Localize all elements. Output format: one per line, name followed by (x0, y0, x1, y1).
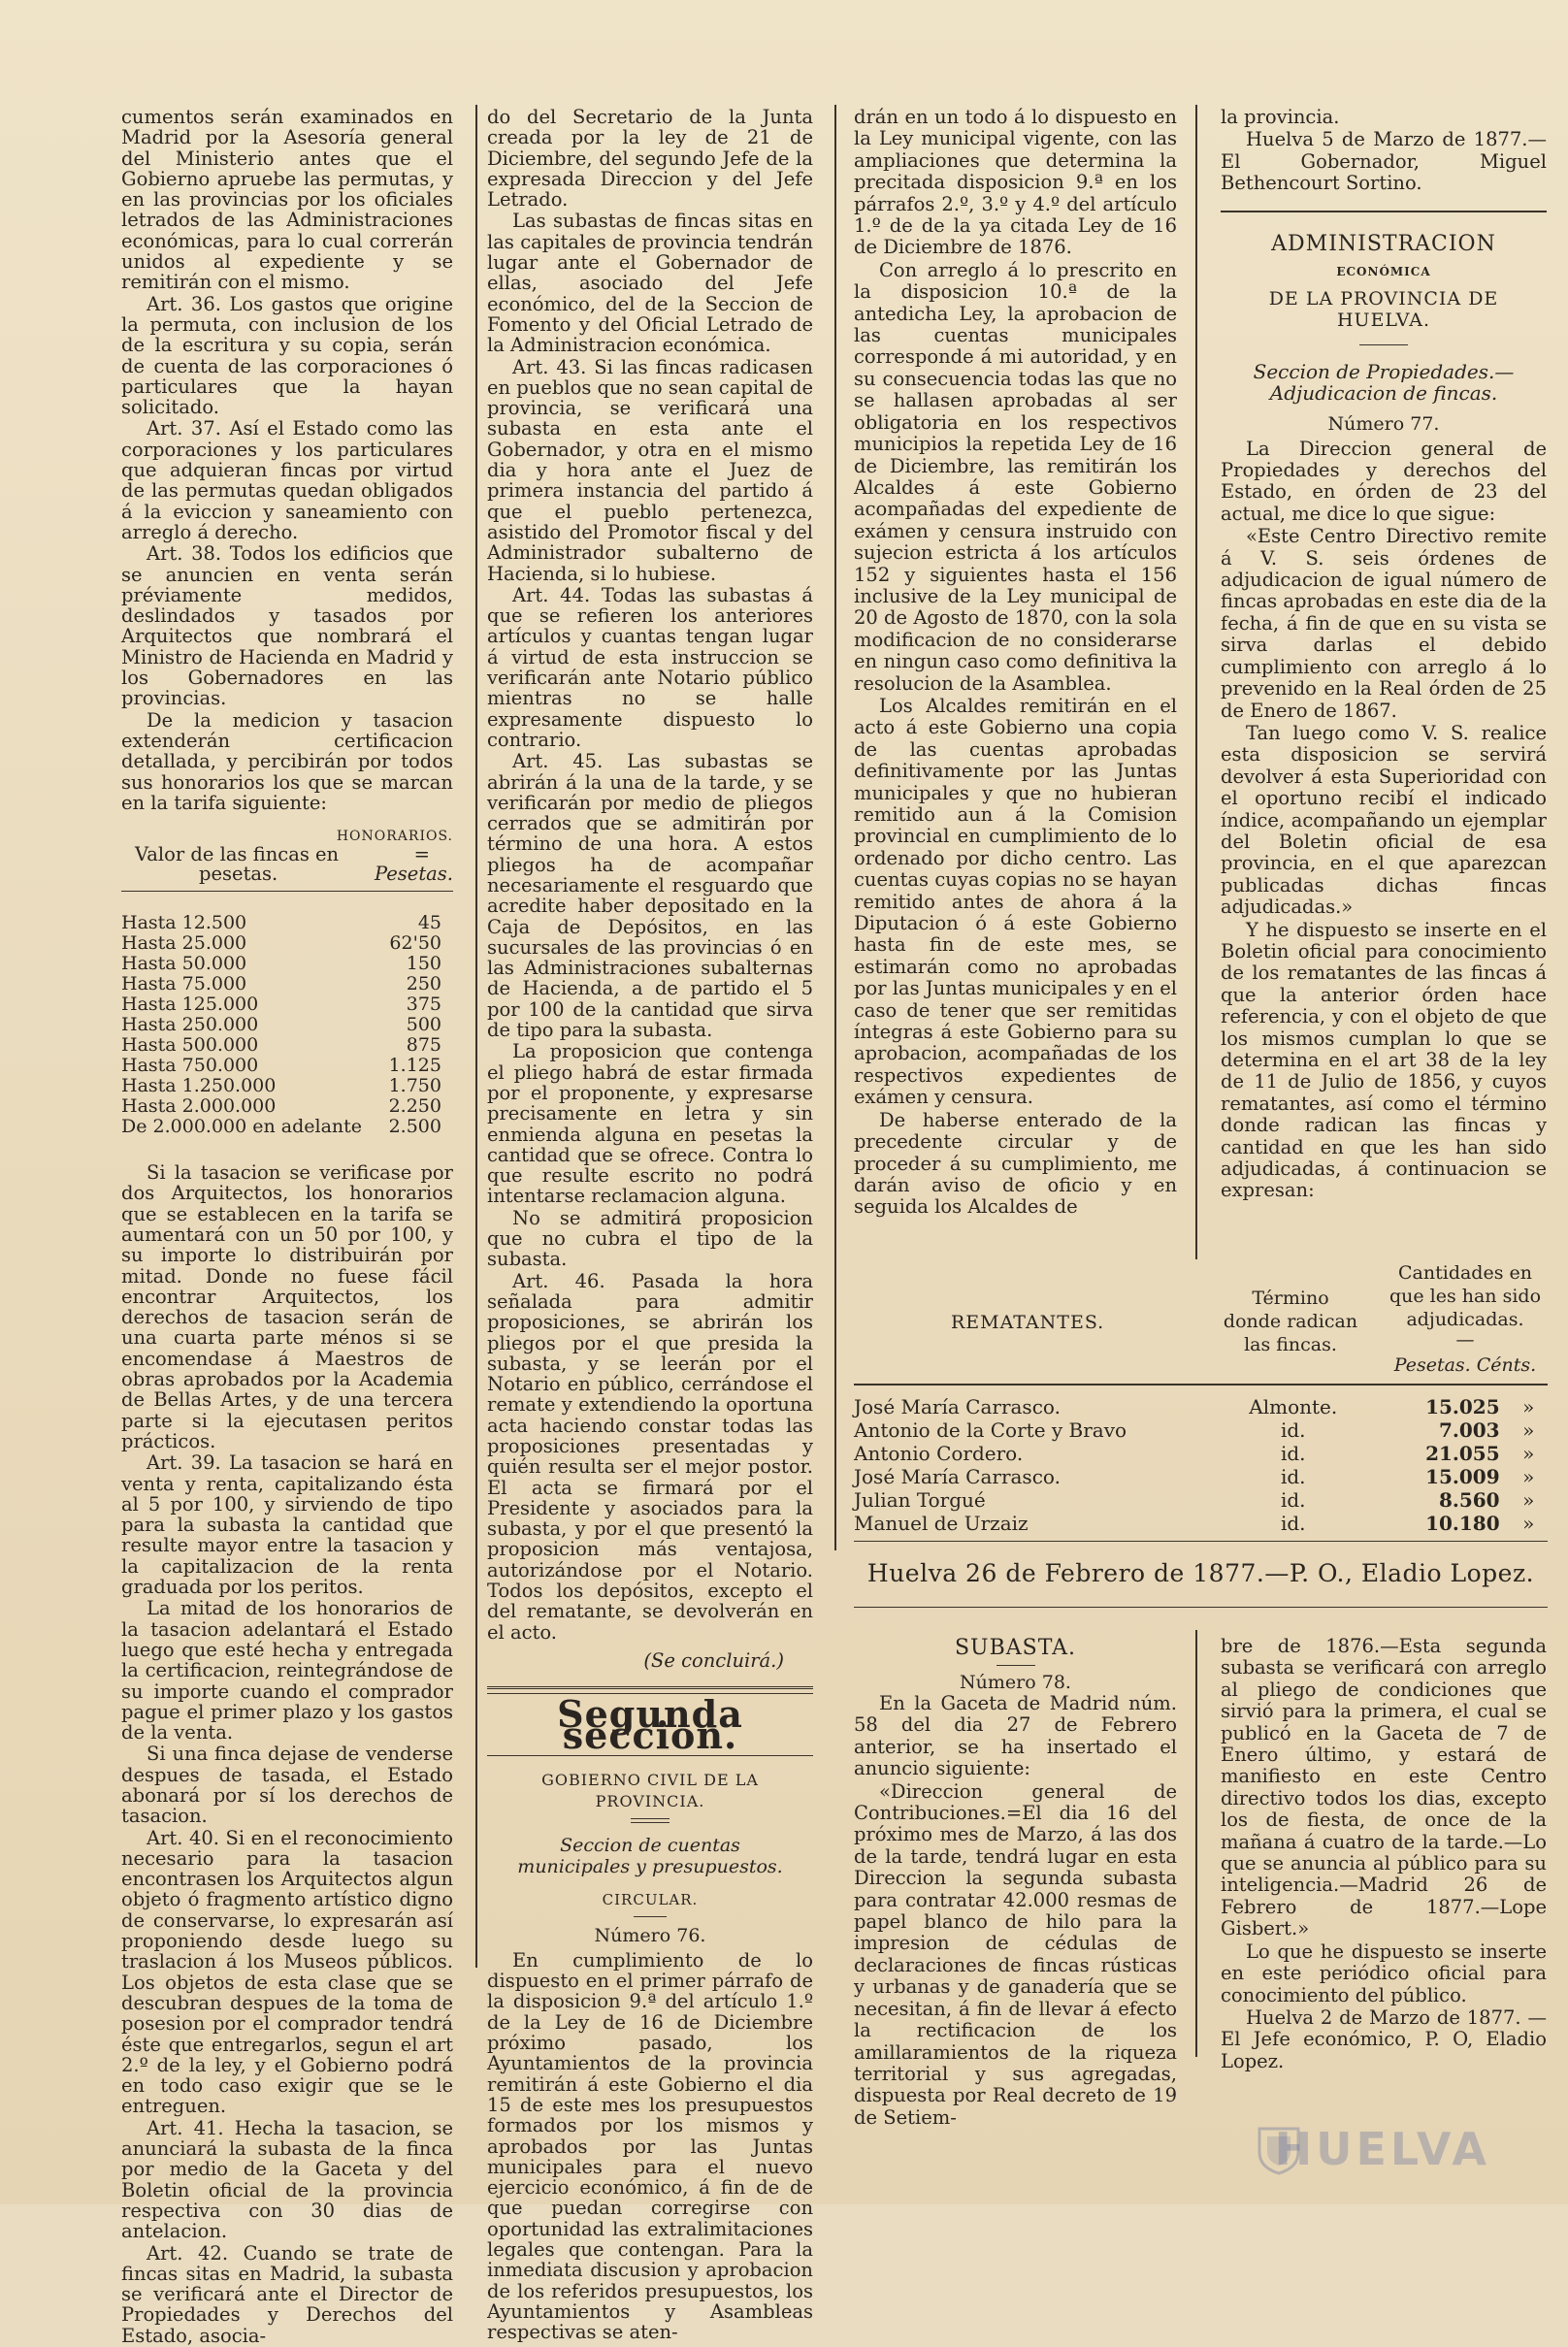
fee-table-rule (121, 891, 453, 892)
rematante-name: Antonio de la Corte y Bravo (854, 1418, 1127, 1442)
fee-row (121, 1096, 453, 1117)
short-rule (1359, 344, 1408, 345)
fee-label: Hasta 500.000 (121, 1034, 259, 1057)
rematante-mark: » (1522, 1512, 1535, 1535)
rematantes-signature: Huelva 26 de Febrero de 1877.—P. O., Eladio Lopez. (866, 1559, 1535, 1587)
rematante-amount: 10.180 (1425, 1512, 1500, 1535)
admin-title: ADMINISTRACION (1271, 231, 1496, 256)
header-rematantes: REMATANTES. (951, 1312, 1105, 1333)
fee-label: Hasta 750.000 (121, 1055, 259, 1077)
fee-row (121, 933, 453, 954)
paragraph: Tan luego como V. S. realice esta disposicion se servirá devolver á esta Superioridad con el oportuno recibí el indicado índice, acompañando un ejemplar del Boletin oficial de esa provincia, en el que aparezcan publicadas dichas fincas adjudicadas.» (1221, 721, 1547, 919)
fee-amount: 1.125 (388, 1055, 441, 1077)
column-2 (487, 107, 813, 2344)
rematante-name: Manuel de Urzaiz (854, 1512, 1029, 1535)
section-title: Segunda seccion. (557, 1692, 743, 1757)
short-rule (634, 1916, 667, 1917)
fee-amount: 1.750 (388, 1075, 441, 1097)
rematante-name: Antonio Cordero. (854, 1442, 1024, 1465)
paragraph: Art. 44. Todas las subastas á que se refieren los anteriores artículos y cuantas tengan lugar á virtud de esta instruccion se verificarán ante Notario público mientras no se halle expresamente dispuesto lo contrario. (487, 583, 813, 751)
header-dash: — (1455, 1329, 1475, 1351)
paragraph: Art. 37. Así el Estado como las corporaciones y los particulares que adquieran fincas por virtud de las permutas quedan obligados á la eviccion y saneamiento con arreglo á derecho. (121, 417, 453, 543)
rematantes-block (854, 1261, 1548, 1608)
header-termino: Término donde radican las fincas. (1223, 1288, 1358, 1355)
paragraph: bre de 1876.—Esta segunda subasta se verificará con arreglo al pliego de condiciones que sirvió para la primera, el cual se publicó en la Gaceta de 7 de Enero último, y estará de manifiesto en este Centro directivo todos los dias, excepto los de fiesta, de once de la mañana á cuatro de la tarde.—Lo que se anuncia al público para su inteligencia.—Madrid 26 de Febrero de 1877.—Lope Gisbert.» (1221, 1635, 1547, 1940)
header-units: Pesetas. Cénts. (1393, 1354, 1537, 1376)
rematante-place: id. (1280, 1488, 1306, 1512)
paragraph: En la Gaceta de Madrid núm. 58 del dia 27 de Febrero anterior, se ha insertado el anuncio siguiente: (854, 1692, 1177, 1780)
se-concluira: (Se concluirá.) (643, 1648, 784, 1672)
column-rule-1 (475, 105, 477, 1968)
column-4 (1221, 107, 1547, 1203)
paragraph: do del Secretario de la Junta creada por la ley de 21 de Diciembre, del segundo Jefe de la expresada Direccion y del Jefe Letrado. (487, 106, 813, 212)
rematante-amount: 21.055 (1425, 1442, 1500, 1465)
fee-table (121, 913, 453, 1137)
paragraph: Y he dispuesto se inserte en el Boletin oficial para conocimiento de los rematantes de las fincas á que la anterior órden hace referencia, y con el objeto de que los mismos cumplan lo que se determina en el art 38 de la ley de 11 de Julio de 1856, y cuyos rematantes, así como el término donde radican las fincas y cantidad en que les han sido adjudicadas, á continuacion se expresan: (1221, 918, 1547, 1202)
paragraph: Lo que he dispuesto se inserte en este periódico oficial para conocimiento del público. (1221, 1940, 1547, 2006)
fee-row (121, 974, 453, 994)
fee-row (121, 1117, 453, 1137)
numero-77: Número 77. (1327, 412, 1440, 435)
fee-label: Hasta 12.500 (121, 912, 247, 934)
fee-amount: 375 (406, 994, 441, 1016)
subsection-heading: Seccion de cuentas municipales y presupuestos. (517, 1834, 783, 1877)
fee-label: Hasta 2.000.000 (121, 1095, 277, 1118)
rematante-place: id. (1280, 1442, 1306, 1465)
rematantes-header (854, 1261, 1548, 1378)
short-rule (996, 1665, 1035, 1666)
fee-amount: 250 (406, 973, 441, 995)
paragraph: Con arreglo á lo prescrito en la disposicion 10.ª de la antedicha Ley, la aprobacion de las cuentas municipales corresponde á mi autoridad, y en su consecuencia todas las que no se hallasen aprobadas al ser obligatoria en los respectivos municipios la repetida Ley de 16 de Diciembre, las remitirán los Alcaldes á este Gobierno acompañadas del expediente de exámen y censura instruido con sujecion estricta á los artículos 152 y siguientes hasta el 156 inclusive de la Ley municipal de 20 de Agosto de 1870, con la sola modificacion de no considerarse en ningun caso como definitiva la resolucion de la Asamblea. (854, 258, 1177, 695)
fee-header-honorarios: HONORARIOS. (336, 829, 453, 845)
rematante-amount: 7.003 (1438, 1418, 1500, 1442)
fee-row (121, 994, 453, 1015)
rematante-place: id. (1280, 1465, 1306, 1488)
paragraph: Art. 38. Todos los edificios que se anuncien en venta serán préviamente medidos, deslindados y tasados por Arquitectos que nombrará el Ministro de Hacienda en Madrid y los Gobernadores en las provincias. (121, 542, 453, 710)
seccion-propiedades: Seccion de Propiedades.—Adjudicacion de fincas. (1253, 359, 1515, 405)
fee-amount: 875 (406, 1034, 441, 1057)
fee-header-valor: Valor de las fincas en (135, 843, 340, 866)
signature-rule (854, 1607, 1548, 1608)
paragraph: Art. 40. Si en el reconocimiento necesario para la tasacion encontrasen los Arquitectos algun objeto ó fragmento artístico digno de conservarse, lo expresarán así proponiendo desde luego su traslacion á los Museos públicos. Los objetos de esta clase que se descubran despues de la toma de posesion por el comprador tendrá éste que entregarlos, segun el art 2.º de la ley, y el Gobierno podrá en todo caso exigir que se le entreguen. (121, 1826, 453, 2118)
fee-amount: 45 (417, 912, 441, 934)
paragraph: Art. 39. La tasacion se hará en venta y renta, capitalizando ésta al 5 por 100, y sirviendo de tipo para la subasta la cantidad que resulte mayor entre la tasacion y la capitalizacion de la renta graduada por los peritos. (121, 1451, 453, 1599)
gobierno-heading: GOBIERNO CIVIL DE LA PROVINCIA. (541, 1770, 759, 1810)
paragraph: No se admitirá proposicion que no cubra el tipo de la subasta. (487, 1206, 813, 1271)
rematante-name: Julian Torgué (854, 1488, 986, 1512)
paragraph: Las subastas de fincas sitas en las capitales de provincia tendrán lugar ante el Gobernador de ellas, asociado del Jefe económico, del de la Seccion de Fomento y del Oficial Letrado de la Administracion económica. (487, 210, 813, 357)
fee-header-eq: = (413, 843, 430, 866)
column-rule-4 (1195, 1630, 1197, 2057)
paragraph: drán en un todo á lo dispuesto en la Ley municipal vigente, con las ampliaciones que determina la precitada disposicion 9.ª en los párrafos 2.º, 3.º y 4.º del artículo 1.º de de la ya citada Ley de 16 de Diciembre de 1876. (854, 106, 1177, 259)
paragraph: la provincia. (1221, 106, 1340, 128)
subasta-column-a (854, 1638, 1177, 2130)
header-cantidades: Cantidades en que les han sido adjudicadas. (1388, 1262, 1542, 1330)
fee-row (121, 1015, 453, 1035)
rematante-place: id. (1280, 1418, 1306, 1442)
paragraph: Huelva 2 de Marzo de 1877. —El Jefe económico, P. O, Eladio Lopez. (1221, 2005, 1547, 2072)
rematante-mark: » (1522, 1395, 1535, 1418)
numero-78: Número 78. (960, 1672, 1071, 1693)
subasta-title: SUBASTA. (954, 1636, 1077, 1660)
fee-label: Hasta 125.000 (121, 994, 259, 1016)
section-rule (1221, 211, 1547, 212)
fee-label: Hasta 75.000 (121, 973, 247, 995)
column-rule-3 (1195, 105, 1197, 1259)
rematante-mark: » (1522, 1465, 1535, 1488)
rematante-mark: » (1522, 1488, 1535, 1512)
paragraph: Art. 36. Los gastos que origine la permuta, con inclusion de los de la escritura y su copia, serán de cuenta de las corporaciones ó particulares que la hayan solicitado. (121, 292, 453, 419)
fee-label: De 2.000.000 en adelante (121, 1116, 363, 1138)
paragraph: De haberse enterado de la precedente circular y de proceder á su cumplimiento, me darán aviso de oficio y en seguida los Alcaldes de (854, 1108, 1177, 1219)
fee-table-header (121, 827, 453, 885)
paragraph: Art. 43. Si las fincas radicasen en pueblos que no sean capital de provincia, se verificará una subasta en esta ante el Gobernador, y otra en el mismo dia y hora ante el Juez de primera instancia del partido á que el pueblo pertenezca, asistido del Promotor fiscal y del Administrador subalterno de Hacienda, si lo hubiese. (487, 355, 813, 585)
paragraph: Los Alcaldes remitirán en el acto á este Gobierno una copia de las cuentas aprobadas definitivamente por las Juntas municipales y que no hubieran remitido aun á la Comision provincial en cumplimiento de lo ordenado por dicho centro. Las cuentas cuyas copias no se hayan remitido antes de ahora á la Diputacion ó á este Gobierno hasta fin de este mes, se estimarán como no aprobadas por las Juntas municipales y en el caso de tener que ser remitidas íntegras á este Gobierno para su aprobacion, acompañadas de los respectivos expedientes de exámen y censura. (854, 694, 1177, 1109)
fee-label: Hasta 250.000 (121, 1014, 259, 1036)
paragraph: En cumplimiento de lo dispuesto en el primer párrafo de la disposicion 9.ª del artículo 1.º de la Ley de 16 de Diciembre próximo pasado, los Ayuntamientos de la provincia remitirán á este Gobierno el dia 15 de este mes los presupuestos formados por los mismos y aprobados por las Juntas municipales para el nuevo ejercicio económico, á fin de de que puedan corregirse con oportunidad las extralimitaciones legales que contengan. Para la inmediata discusion y aprobacion de los referidos presupuestos, los Ayuntamientos y Asambleas respectivas se aten- (487, 1948, 813, 2344)
fee-amount: 2.250 (388, 1095, 441, 1118)
rematante-row (854, 1512, 1548, 1535)
fee-row (121, 913, 453, 933)
fee-header-pesetas2: Pesetas. (375, 863, 453, 886)
paragraph: Art. 46. Pasada la hora señalada para admitir proposiciones, se abrirán los pliegos por el que presida la subasta, y se leerán por el Notario en público, cerrándose el remate y extendiendo la oportuna acta haciendo constar todas las proposiciones presentadas y quién resulta ser el mejor postor. El acta se firmará por el Presidente y asociados para la subasta, y por el que presentó la proposicion más ventajosa, autorizándose por el Notario. Todos los depósitos, excepto el del rematante, se devolverán en el acto. (487, 1269, 813, 1644)
rematante-row (854, 1418, 1548, 1442)
paragraph: Si una finca dejase de venderse despues de tasada, el Estado abonará por sí los derechos de tasacion. (121, 1743, 453, 1828)
fee-amount: 150 (406, 953, 441, 975)
paragraph: «Direccion general de Contribuciones.=El dia 16 del próximo mes de Marzo, á las dos de la tarde, tendrá lugar en esta Direccion la segunda subasta para contratar 42.000 resmas de papel blanco de hilo para la impresion de cédulas de declaraciones de fincas rústicas y urbanas y de ganadería que se necesitan, á fin de llevar á efecto la rectificacion de los amillaramientos de la riqueza territorial y sus agregadas, dispuesta por Real decreto de 19 de Setiem- (854, 1779, 1177, 2129)
rematantes-rule (854, 1384, 1548, 1385)
paragraph: De la medicion y tasacion extenderán certificacion detallada, y percibirán por todos sus honorarios los que se marcan en la tarifa siguiente: (121, 708, 453, 814)
paragraph: Art. 42. Cuando se trate de fincas sitas en Madrid, la subasta se verificará ante el Director de Propiedades y Derechos del Estado, asocia- (121, 2241, 453, 2347)
paragraph: «Este Centro Directivo remite á V. S. seis órdenes de adjudicacion de igual número de fincas aprobadas en este dia de la fecha, á fin de que en su vista se sirva darlas el debido cumplimiento con arreglo á lo prevenido en la Real órden de 25 de Enero de 1867. (1221, 525, 1547, 722)
circular-heading: CIRCULAR. (602, 1890, 699, 1908)
rematante-amount: 15.009 (1425, 1465, 1500, 1488)
fee-row (121, 954, 453, 974)
column-1 (121, 107, 453, 2347)
fee-header-pesetas: pesetas. (199, 863, 278, 886)
rematante-name: José María Carrasco. (854, 1395, 1061, 1418)
paragraph: Si la tasacion se verificase por dos Arquitectos, los honorarios que se establecen en la tarifa se aumentará con un 50 por 100, y su importe lo distribuirán por mitad. Donde no fuese fácil encontrar Arquitectos, los derechos de tasacion serán de una cuarta parte ménos si se encomendase á Maestros de obras aprobados por la Academia de Bellas Artes, y de una tercera parte si la ejecutasen peritos prácticos. (121, 1161, 453, 1452)
numero-76: Número 76. (594, 1924, 706, 1946)
rematantes-rule-bottom (854, 1541, 1548, 1542)
rematantes-table (854, 1395, 1548, 1535)
admin-subtitle: ECONÓMICA (1336, 264, 1431, 278)
fee-label: Hasta 1.250.000 (121, 1075, 277, 1097)
paragraph: Art. 45. Las subastas se abrirán á la una de la tarde, y se verificarán por medio de pliegos cerrados que se admitirán por término de una hora. A estos pliegos ha de acompañar necesariamente el resguardo que acredite haber depositado en la Caja de Depósitos, en las sucursales de las provincias ó en las Administraciones subalternas de Hacienda, a de partido el 5 por 100 de la cantidad que sirva de tipo para la subasta. (487, 750, 813, 1042)
paragraph: La Direccion general de Propiedades y derechos del Estado, en órden de 23 del actual, me dice lo que sigue: (1221, 437, 1547, 525)
watermark-huelva: HUELVA (1274, 2123, 1490, 2175)
rematante-row (854, 1442, 1548, 1465)
fee-row (121, 1076, 453, 1096)
rematante-place: Almonte. (1249, 1395, 1338, 1418)
paragraph: Huelva 5 de Marzo de 1877.— El Gobernador, Miguel Bethencourt Sortino. (1221, 128, 1547, 195)
paragraph: La mitad de los honorarios de la tasacion adelantará el Estado luego que esté hecha y entregada la certificacion, reintegrándose de su importe cuando el comprador pague el primer plazo y los gastos de la venta. (121, 1597, 453, 1744)
paragraph: Art. 41. Hecha la tasacion, se anunciará la subasta de la finca por medio de la Gaceta y del Boletin oficial de la provincia respectiva con 30 dias de antelacion. (121, 2116, 453, 2243)
fee-amount: 62'50 (389, 932, 441, 955)
paragraph: La proposicion que contenga el pliego habrá de estar firmada por el proponente, y expresarse precisamente en letra y sin enmienda alguna en pesetas la cantidad que se ofrece. Contra lo que resulte escrito no podrá intentarse reclamacion alguna. (487, 1040, 813, 1208)
rematante-amount: 15.025 (1425, 1395, 1500, 1418)
rematante-amount: 8.560 (1438, 1488, 1500, 1512)
admin-province: DE LA PROVINCIA DE HUELVA. (1268, 287, 1499, 331)
rematante-mark: » (1522, 1418, 1535, 1442)
fee-label: Hasta 50.000 (121, 953, 247, 975)
rematante-place: id. (1280, 1512, 1306, 1535)
fee-row (121, 1035, 453, 1056)
rematante-row (854, 1465, 1548, 1488)
subasta-column-b (1221, 1636, 1547, 2073)
column-rule-2 (834, 105, 836, 1550)
rematante-row (854, 1488, 1548, 1512)
rematante-row (854, 1395, 1548, 1418)
fee-label: Hasta 25.000 (121, 932, 247, 955)
fee-amount: 2.500 (388, 1116, 441, 1138)
rematante-name: José María Carrasco. (854, 1465, 1061, 1488)
fee-row (121, 1056, 453, 1076)
paragraph: cumentos serán examinados en Madrid por la Asesoría general del Ministerio antes que el Gobierno apruebe las permutas, y en las provincias por los oficiales letrados de las Administraciones económicas, para lo cual correrán unidos al expediente y se remitirán con el mismo. (121, 106, 453, 294)
rematante-mark: » (1522, 1442, 1535, 1465)
short-rule (631, 1818, 670, 1823)
fee-amount: 500 (406, 1014, 441, 1036)
column-3 (854, 107, 1177, 1220)
